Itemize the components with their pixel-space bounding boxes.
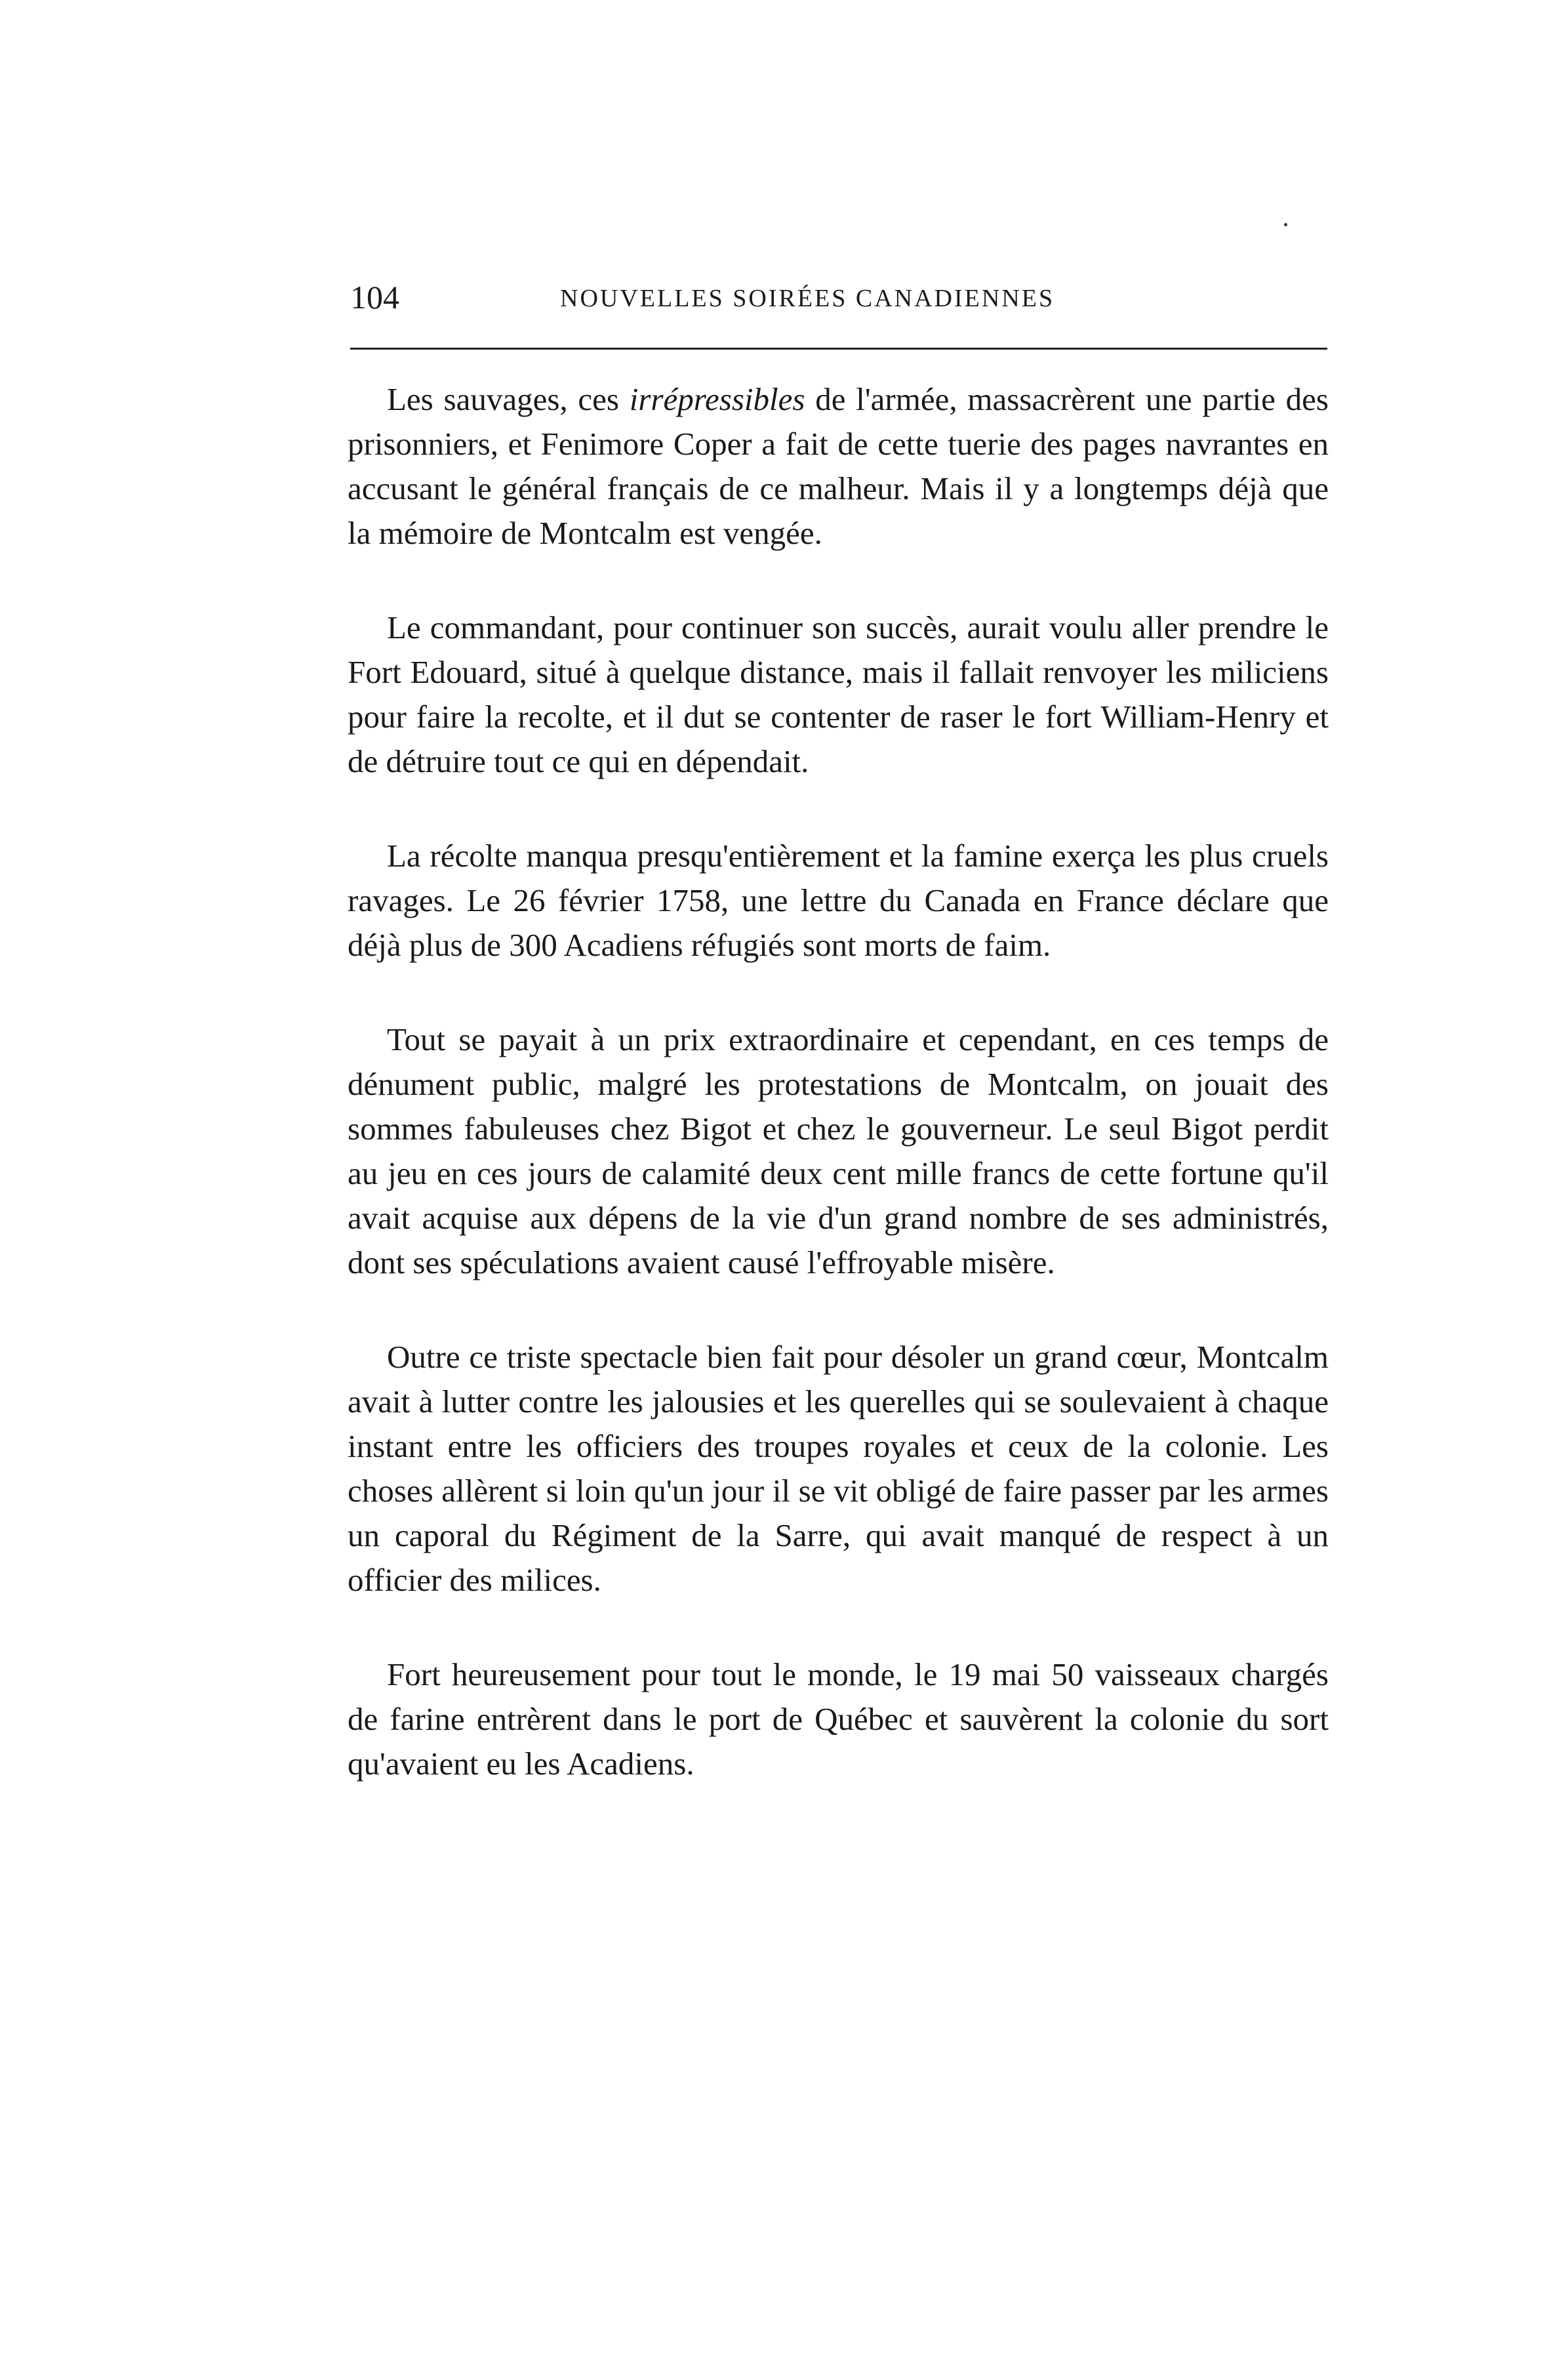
paragraph-6: Fort heureusement pour tout le monde, le 19 mai 50 vaisseaux chargés de farine entrèrent dans le port de Québec et sauvèrent la colonie du sort qu'avaient eu les Acadiens. — [348, 1656, 1329, 1782]
print-speck — [1284, 223, 1287, 226]
paragraph-2: Le commandant, pour continuer son succès, aurait voulu aller prendre le Fort Edouard, situé à quelque distance, mais il fallait renvoyer les miliciens pour faire la recolte, et il dut se contenter de raser le fort William-Henry et de détruire tout ce qui en dépendait. — [348, 609, 1329, 779]
paragraph-3: La récolte manqua presqu'entièrement et la famine exerça les plus cruels ravages. Le 26 février 1758, une lettre du Canada en France déclare que déjà plus de 300 Acadiens réfugiés sont morts de faim. — [348, 838, 1329, 963]
body-text — [348, 377, 1329, 1836]
paragraph-4: Tout se payait à un prix extraordinaire et cependant, en ces temps de dénument public, malgré les protestations de Montcalm, on jouait des sommes fabuleuses chez Bigot et chez le gouverneur. Le seul Bigot perdit au jeu en ces jours de calamité deux cent mille francs de cette fortune qu'il avait acquise aux dépens de la vie d'un grand nombre de ses administrés, dont ses spéculations avaient causé l'effroyable misère. — [348, 1021, 1329, 1280]
paragraph-1-lead: Les sauvages, ces — [387, 381, 630, 417]
italic-term: irrépressibles — [629, 381, 805, 417]
running-title: NOUVELLES SOIRÉES CANADIENNES — [560, 285, 1055, 312]
paragraph-1-rest: de l'armée, massacrèrent une partie des prisonniers, et Fenimore Coper a fait de cette tuerie des pages navrantes en accusant le général français de ce malheur. Mais il y a longtemps déjà que la mémoire de Montcalm est vengée. — [348, 381, 1329, 551]
paragraph-5: Outre ce triste spectacle bien fait pour désoler un grand cœur, Montcalm avait à lutter contre les jalousies et les querelles qui se soulevaient à chaque instant entre les officiers des troupes royales et ceux de la colonie. Les choses allèrent si loin qu'un jour il se vit obligé de faire passer par les armes un caporal du Régiment de la Sarre, qui avait manqué de respect à un officier des milices. — [348, 1339, 1329, 1598]
page-number: 104 — [350, 279, 399, 316]
paragraph-1 — [348, 377, 1329, 556]
running-head — [350, 274, 1327, 320]
header-rule — [350, 348, 1327, 350]
